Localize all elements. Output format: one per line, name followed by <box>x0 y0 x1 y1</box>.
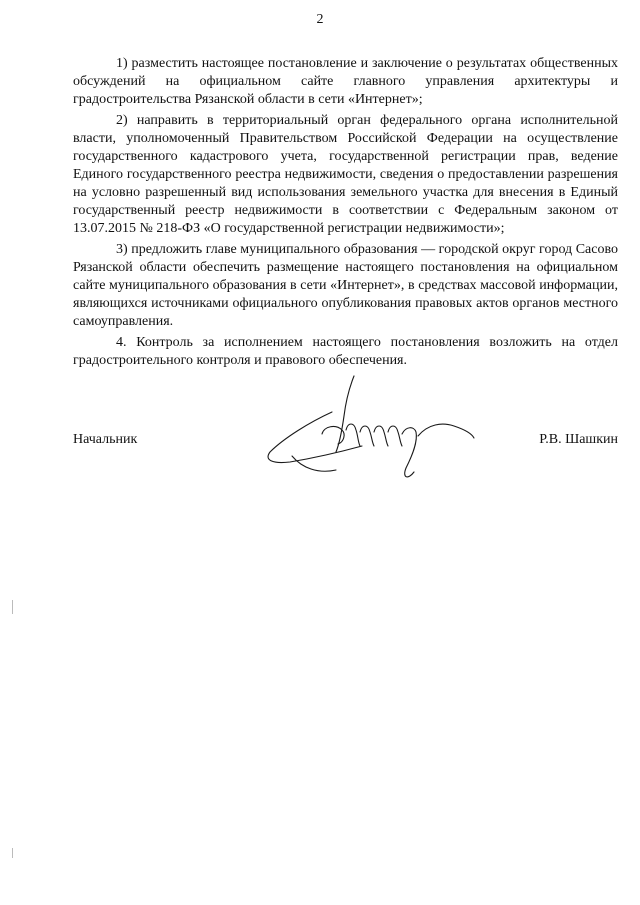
paragraph-4: 4. Контроль за исполнением настоящего постановления возложить на отдел градостроительного контроля и правового обеспечения. <box>73 335 618 368</box>
paragraph-3: 3) предложить главе муниципального образования — городской округ город Сасово Рязанской области обеспечить размещение настоящего постановления на официальном сайте муниципального образования в сети «Интернет», в средствах массовой информации, являющихся источниками официального опубликования правовых актов органов местного самоуправления. <box>73 242 618 329</box>
scan-edge-mark <box>12 600 13 614</box>
signature-row <box>73 432 618 452</box>
page-number: 2 <box>316 12 324 27</box>
paragraph-2: 2) направить в территориальный орган федерального органа исполнительной власти, уполномоченный Правительством Российской Федерации на осуществление государственного кадастрового учета, государственной регистрации прав, ведение Единого государственного реестра недвижимости, сведения о предоставлении разрешения на условно разрешенный вид использования земельного участка для внесения в Единый государственный реестр недвижимости в соответствии с Федеральным законом от 13.07.2015 № 218-ФЗ «О государственной регистрации недвижимости»; <box>73 113 618 236</box>
paragraph-1: 1) разместить настоящее постановление и заключение о результатах общественных обсуждений на официальном сайте главного управления архитектуры и градостроительства Рязанской области в сети «Интернет»; <box>73 56 618 107</box>
scan-edge-mark <box>12 848 13 858</box>
signer-name: Р.В. Шашкин <box>539 432 618 447</box>
signer-title: Начальник <box>73 432 138 447</box>
document-body <box>73 55 618 370</box>
